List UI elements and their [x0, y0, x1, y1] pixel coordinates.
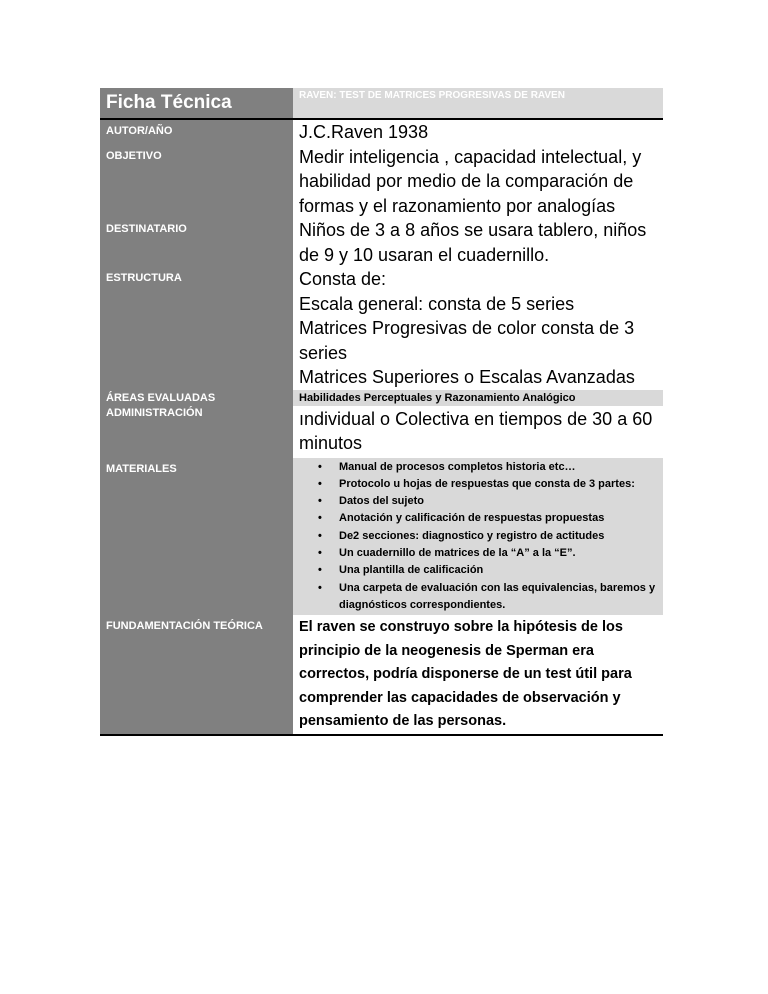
row-fundamentacion	[100, 615, 663, 735]
label-estructura: ESTRUCTURA	[106, 272, 182, 284]
row-destinatario	[100, 218, 663, 267]
list-item: • Anotación y calificación de respuestas propuestas	[339, 510, 663, 527]
row-objetivo	[100, 145, 663, 219]
estructura-line: Escala general: consta de 5 series	[299, 293, 575, 314]
estructura-line: Consta de:	[299, 269, 387, 289]
label-areas: ÁREAS EVALUADAS	[106, 391, 216, 404]
list-item: • Datos del sujeto	[339, 493, 663, 510]
value-destinatario: Niños de 3 a 8 años se usara tablero, niños de 9 y 10 usaran el cuadernillo.	[293, 218, 663, 267]
value-autor: J.C.Raven 1938	[293, 119, 663, 145]
value-fundamentacion: El raven se construyo sobre la hipótesis de los principio de la neogenesis de Sperman era correctos, podría disponerse de un test útil para comprender las capacidades de observación y pensamiento de las personas.	[293, 615, 663, 735]
list-item: • Protocolo u hojas de respuestas que consta de 3 partes:	[339, 476, 663, 493]
label-autor: AUTOR/AÑO	[106, 125, 173, 137]
label-fundamentacion: FUNDAMENTACIÓN TEÓRICA	[106, 620, 263, 633]
value-areas: Habilidades Perceptuales y Razonamiento Analógico	[293, 390, 663, 406]
row-administracion	[100, 406, 663, 458]
list-item: • De2 secciones: diagnostico y registro de actitudes	[339, 528, 663, 545]
label-materiales: MATERIALES	[106, 462, 177, 475]
value-materiales	[293, 458, 663, 616]
label-objetivo: OBJETIVO	[106, 149, 162, 162]
row-autor	[100, 119, 663, 145]
value-estructura	[293, 267, 663, 390]
list-item: • Una plantilla de calificación	[339, 562, 663, 579]
row-areas	[100, 390, 663, 406]
technical-sheet	[100, 88, 663, 736]
label-administracion: ADMINISTRACIÓN	[106, 406, 203, 419]
value-objetivo: Medir inteligencia , capacidad intelectual, y habilidad por medio de la comparación de formas y el razonamiento por analogías	[293, 145, 663, 219]
estructura-line: Matrices Progresivas de color consta de 3 series	[299, 318, 635, 363]
label-destinatario: DESTINATARIO	[106, 223, 187, 235]
estructura-line: Matrices Superiores o Escalas Avanzadas	[299, 367, 635, 387]
row-materiales	[100, 458, 663, 616]
sheet-subtitle: RAVEN: TEST DE MATRICES PROGRESIVAS DE RAVEN	[293, 88, 663, 119]
materiales-list	[293, 459, 663, 615]
list-item: • Una carpeta de evaluación con las equivalencias, baremos y diagnósticos correspondientes.	[339, 580, 663, 615]
technical-sheet-table	[100, 88, 663, 736]
value-administracion: ındividual o Colectiva en tiempos de 30 a 60 minutos	[293, 406, 663, 458]
list-item: • Un cuadernillo de matrices de la “A” a la “E”.	[339, 545, 663, 562]
header-row	[100, 88, 663, 119]
row-estructura	[100, 267, 663, 390]
list-item: • Manual de procesos completos historia etc…	[339, 459, 663, 476]
sheet-title: Ficha Técnica	[100, 88, 293, 119]
